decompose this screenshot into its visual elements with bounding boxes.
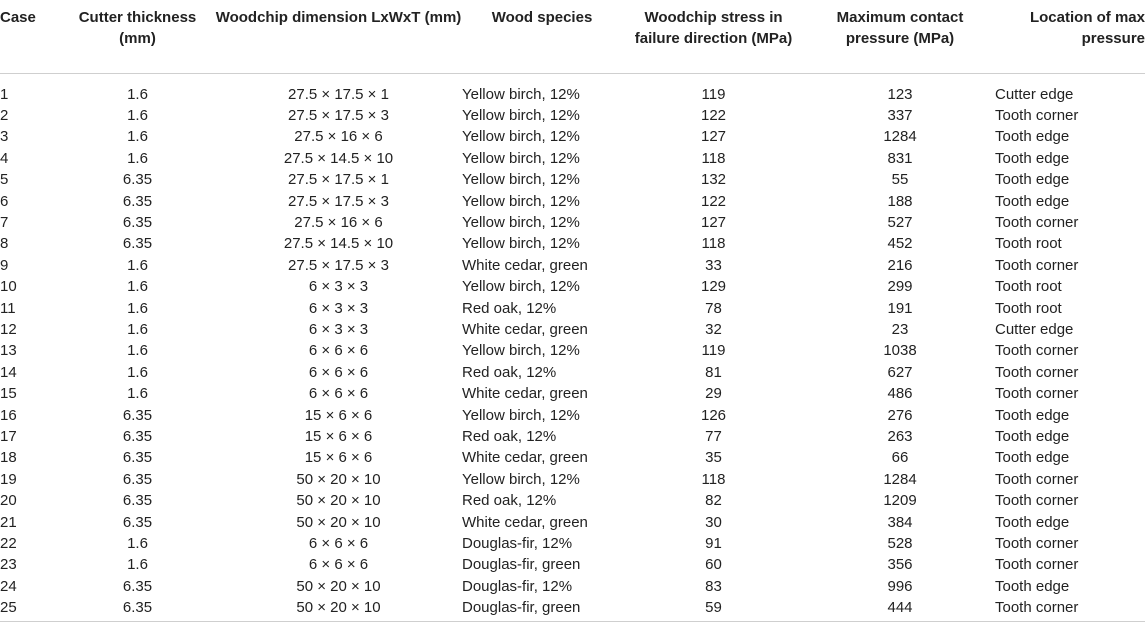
table-row xyxy=(0,575,1145,596)
cell-woodchip-stress: 29 xyxy=(705,385,722,403)
cell-case: 15 xyxy=(0,385,17,403)
cell-woodchip-dimension: 50 × 20 × 10 xyxy=(296,470,381,488)
cell-case: 6 xyxy=(0,192,9,210)
cell-case: 9 xyxy=(0,256,9,274)
cell-wood-species: White cedar, green xyxy=(462,256,588,274)
cell-woodchip-stress: 91 xyxy=(705,534,722,552)
cell-wood-species: Douglas-fir, 12% xyxy=(462,577,573,595)
header-wood-species: Wood species xyxy=(491,9,593,26)
cell-woodchip-stress: 59 xyxy=(622,597,805,622)
cell-cutter-thickness: 1.6 xyxy=(127,149,148,167)
cell-woodchip-stress: 119 xyxy=(701,342,726,360)
cell-cutter-thickness: 6.35 xyxy=(122,513,153,531)
cell-max-contact-pressure: 263 xyxy=(887,427,913,445)
cell-wood-species: Douglas-fir, green xyxy=(462,556,581,574)
cell-woodchip-stress: 129 xyxy=(700,278,727,296)
cell-wood-species: Douglas-fir, 12% xyxy=(462,534,573,552)
table-row xyxy=(0,148,1145,169)
cell-woodchip-stress: 33 xyxy=(705,256,722,274)
cell-woodchip-stress: 81 xyxy=(705,363,722,381)
cell-woodchip-dimension: 50 × 20 × 10 xyxy=(296,577,381,595)
cell-max-contact-pressure: 191 xyxy=(887,299,913,317)
cell-wood-species: Yellow birch, 12% xyxy=(462,128,580,146)
cell-cutter-thickness: 6.35 xyxy=(122,427,153,445)
header-cutter-thickness: Cutter thickness (mm) xyxy=(78,9,197,47)
cell-woodchip-stress: 119 xyxy=(701,85,726,103)
cell-cutter-thickness: 1.6 xyxy=(127,299,148,317)
cell-case: 2 xyxy=(0,107,9,125)
cell-location: Tooth edge xyxy=(995,427,1070,445)
cell-max-contact-pressure: 216 xyxy=(887,256,913,274)
header-case: Case xyxy=(0,9,36,26)
cell-cutter-thickness: 1.6 xyxy=(127,256,148,274)
cell-cutter-thickness: 1.6 xyxy=(127,363,148,381)
cell-case: 17 xyxy=(0,427,17,445)
cell-location: Tooth edge xyxy=(995,577,1070,595)
cell-case: 10 xyxy=(0,278,17,296)
header-location-max-pressure: Location of max pressure xyxy=(1029,9,1145,47)
cell-woodchip-stress: 60 xyxy=(705,556,722,574)
cell-max-contact-pressure: 444 xyxy=(805,597,995,622)
cell-cutter-thickness: 6.35 xyxy=(122,406,153,424)
cell-woodchip-dimension: 6 × 6 × 6 xyxy=(308,342,369,360)
cell-woodchip-stress: 77 xyxy=(705,427,722,445)
cell-location: Tooth edge xyxy=(995,149,1070,167)
cell-woodchip-dimension: 6 × 6 × 6 xyxy=(308,556,369,574)
cell-woodchip-dimension: 15 × 6 × 6 xyxy=(304,427,373,445)
cell-woodchip-stress: 35 xyxy=(705,449,722,467)
cell-location: Tooth edge xyxy=(995,192,1070,210)
cell-woodchip-stress: 127 xyxy=(700,128,727,146)
cell-case: 13 xyxy=(0,342,17,360)
cell-woodchip-stress: 83 xyxy=(705,577,722,595)
table-row xyxy=(0,276,1145,297)
cell-case: 20 xyxy=(0,492,17,510)
cell-cutter-thickness: 1.6 xyxy=(127,556,148,574)
cell-woodchip-stress: 132 xyxy=(700,171,727,189)
cell-max-contact-pressure: 996 xyxy=(887,577,913,595)
cell-case: 7 xyxy=(0,214,9,232)
cell-case: 22 xyxy=(0,534,17,552)
cell-wood-species: White cedar, green xyxy=(462,320,588,338)
table-row xyxy=(0,362,1145,383)
cell-cutter-thickness: 6.35 xyxy=(122,492,153,510)
cell-woodchip-dimension: 27.5 × 14.5 × 10 xyxy=(283,149,394,167)
cell-location: Tooth root xyxy=(995,299,1062,317)
cell-max-contact-pressure: 384 xyxy=(887,513,913,531)
cell-max-contact-pressure: 356 xyxy=(887,556,913,574)
cell-location: Tooth edge xyxy=(995,513,1070,531)
cell-wood-species: Yellow birch, 12% xyxy=(462,342,580,360)
cell-max-contact-pressure: 276 xyxy=(887,406,913,424)
table-row xyxy=(0,319,1145,340)
cell-wood-species: White cedar, green xyxy=(462,449,588,467)
table-row xyxy=(0,73,1145,105)
cell-woodchip-dimension: 6 × 6 × 6 xyxy=(308,534,369,552)
cell-woodchip-dimension: 27.5 × 16 × 6 xyxy=(294,128,383,146)
cell-max-contact-pressure: 1284 xyxy=(883,470,917,488)
table-row xyxy=(0,533,1145,554)
cell-case: 21 xyxy=(0,513,17,531)
cell-woodchip-dimension: 15 × 6 × 6 xyxy=(304,449,373,467)
table-row xyxy=(0,490,1145,511)
cell-wood-species: Red oak, 12% xyxy=(462,492,557,510)
cell-woodchip-dimension: 6 × 3 × 3 xyxy=(308,278,369,296)
cell-case: 11 xyxy=(0,299,16,317)
cell-location: Cutter edge xyxy=(995,320,1074,338)
table-row xyxy=(0,511,1145,532)
cell-woodchip-stress: 30 xyxy=(705,513,722,531)
cell-max-contact-pressure: 1209 xyxy=(883,492,917,510)
table-row xyxy=(0,126,1145,147)
cell-location: Tooth corner xyxy=(995,342,1079,360)
cell-woodchip-stress: 122 xyxy=(700,192,727,210)
cell-cutter-thickness: 6.35 xyxy=(122,470,153,488)
cell-location: Cutter edge xyxy=(995,85,1074,103)
cell-cutter-thickness: 1.6 xyxy=(127,128,148,146)
cell-cutter-thickness: 1.6 xyxy=(127,342,148,360)
cell-location: Tooth root xyxy=(995,278,1062,296)
cell-location: Tooth edge xyxy=(995,171,1070,189)
cell-location: Tooth corner xyxy=(995,597,1145,622)
cell-woodchip-dimension: 27.5 × 17.5 × 3 xyxy=(288,107,389,125)
cell-woodchip-dimension: 27.5 × 14.5 × 10 xyxy=(283,235,394,253)
cell-max-contact-pressure: 1038 xyxy=(883,342,917,360)
cell-woodchip-dimension: 27.5 × 17.5 × 1 xyxy=(288,171,389,189)
cell-woodchip-dimension: 27.5 × 16 × 6 xyxy=(294,214,383,232)
cell-location: Tooth corner xyxy=(995,470,1079,488)
cell-woodchip-dimension: 6 × 3 × 3 xyxy=(308,299,369,317)
cell-max-contact-pressure: 337 xyxy=(887,107,913,125)
cell-woodchip-dimension: 6 × 3 × 3 xyxy=(308,320,369,338)
cell-cutter-thickness: 6.35 xyxy=(122,192,153,210)
cell-woodchip-dimension: 6 × 6 × 6 xyxy=(308,363,369,381)
cell-location: Tooth corner xyxy=(995,385,1079,403)
cell-wood-species: Douglas-fir, green xyxy=(462,597,622,622)
cell-woodchip-dimension: 15 × 6 × 6 xyxy=(304,406,373,424)
cell-woodchip-stress: 118 xyxy=(701,470,726,488)
table-row xyxy=(0,469,1145,490)
table-row xyxy=(0,426,1145,447)
header-max-contact-pressure: Maximum contact pressure (MPa) xyxy=(836,9,964,47)
cell-wood-species: Yellow birch, 12% xyxy=(462,192,580,210)
table-row xyxy=(0,169,1145,190)
cell-cutter-thickness: 6.35 xyxy=(122,214,153,232)
cell-woodchip-stress: 78 xyxy=(705,299,722,317)
cell-cutter-thickness: 1.6 xyxy=(127,278,148,296)
cell-case: 23 xyxy=(0,556,17,574)
cell-case: 24 xyxy=(0,577,17,595)
table-row xyxy=(0,105,1145,126)
cell-location: Tooth corner xyxy=(995,214,1079,232)
cell-case: 8 xyxy=(0,235,9,253)
cell-cutter-thickness: 1.6 xyxy=(127,320,148,338)
table-row xyxy=(0,404,1145,425)
cell-max-contact-pressure: 627 xyxy=(887,363,913,381)
cell-cutter-thickness: 6.35 xyxy=(122,449,153,467)
cell-max-contact-pressure: 23 xyxy=(891,320,909,338)
cell-location: Tooth edge xyxy=(995,449,1070,467)
cell-max-contact-pressure: 831 xyxy=(887,149,913,167)
cell-wood-species: Yellow birch, 12% xyxy=(462,85,580,103)
table-row xyxy=(0,190,1145,211)
cell-max-contact-pressure: 66 xyxy=(891,449,909,467)
cell-woodchip-dimension: 6 × 6 × 6 xyxy=(308,385,369,403)
cell-wood-species: White cedar, green xyxy=(462,513,588,531)
cell-location: Tooth edge xyxy=(995,406,1070,424)
cell-location: Tooth edge xyxy=(995,128,1070,146)
cell-woodchip-stress: 118 xyxy=(701,149,726,167)
table-row xyxy=(0,233,1145,254)
cell-woodchip-dimension: 27.5 × 17.5 × 1 xyxy=(288,85,389,103)
table-row xyxy=(0,212,1145,233)
cell-cutter-thickness: 6.35 xyxy=(122,577,153,595)
cell-cutter-thickness: 1.6 xyxy=(127,385,148,403)
cell-max-contact-pressure: 527 xyxy=(887,214,913,232)
table-row xyxy=(0,340,1145,361)
cell-woodchip-stress: 122 xyxy=(700,107,727,125)
cell-location: Tooth corner xyxy=(995,556,1079,574)
cell-woodchip-dimension: 50 × 20 × 10 xyxy=(215,597,462,622)
cell-woodchip-stress: 82 xyxy=(705,492,722,510)
cell-woodchip-stress: 32 xyxy=(705,320,722,338)
cell-location: Tooth corner xyxy=(995,492,1079,510)
cell-case: 5 xyxy=(0,171,9,189)
cell-max-contact-pressure: 299 xyxy=(887,278,913,296)
cell-woodchip-stress: 118 xyxy=(701,235,726,253)
cell-wood-species: Red oak, 12% xyxy=(462,299,557,317)
cell-case: 25 xyxy=(0,597,60,622)
cell-location: Tooth corner xyxy=(995,107,1079,125)
cell-cutter-thickness: 6.35 xyxy=(60,597,215,622)
cell-case: 14 xyxy=(0,363,17,381)
cell-wood-species: Yellow birch, 12% xyxy=(462,214,580,232)
cell-wood-species: Yellow birch, 12% xyxy=(462,470,580,488)
cell-max-contact-pressure: 528 xyxy=(887,534,913,552)
cell-max-contact-pressure: 123 xyxy=(887,85,913,103)
cell-case: 12 xyxy=(0,320,17,338)
cell-wood-species: Yellow birch, 12% xyxy=(462,171,580,189)
cell-woodchip-stress: 126 xyxy=(700,406,727,424)
cell-cutter-thickness: 1.6 xyxy=(127,107,148,125)
cell-max-contact-pressure: 486 xyxy=(887,385,913,403)
cell-cutter-thickness: 1.6 xyxy=(127,85,148,103)
table-row xyxy=(0,597,1145,622)
cell-max-contact-pressure: 188 xyxy=(887,192,913,210)
cell-cutter-thickness: 6.35 xyxy=(122,235,153,253)
cell-location: Tooth corner xyxy=(995,534,1079,552)
cell-case: 18 xyxy=(0,449,17,467)
cell-woodchip-dimension: 50 × 20 × 10 xyxy=(296,513,381,531)
header-woodchip-stress: Woodchip stress in failure direction (MPa) xyxy=(634,9,793,47)
cell-max-contact-pressure: 55 xyxy=(891,171,909,189)
cell-max-contact-pressure: 1284 xyxy=(883,128,917,146)
cell-wood-species: Yellow birch, 12% xyxy=(462,278,580,296)
cell-case: 19 xyxy=(0,470,17,488)
cell-woodchip-stress: 127 xyxy=(700,214,727,232)
cell-woodchip-dimension: 27.5 × 17.5 × 3 xyxy=(288,256,389,274)
table-row xyxy=(0,255,1145,276)
header-woodchip-dimension: Woodchip dimension LxWxT (mm) xyxy=(215,9,462,26)
cell-location: Tooth corner xyxy=(995,256,1079,274)
table-row xyxy=(0,554,1145,575)
cell-location: Tooth corner xyxy=(995,363,1079,381)
cell-wood-species: Yellow birch, 12% xyxy=(462,406,580,424)
cell-cutter-thickness: 1.6 xyxy=(127,534,148,552)
cell-case: 16 xyxy=(0,406,17,424)
cell-case: 1 xyxy=(0,85,9,103)
cell-wood-species: Red oak, 12% xyxy=(462,363,557,381)
header-row xyxy=(0,0,1145,73)
cell-wood-species: Yellow birch, 12% xyxy=(462,149,580,167)
table-row xyxy=(0,297,1145,318)
cell-location: Tooth root xyxy=(995,235,1062,253)
cell-woodchip-dimension: 27.5 × 17.5 × 3 xyxy=(288,192,389,210)
cell-case: 3 xyxy=(0,128,9,146)
cell-max-contact-pressure: 452 xyxy=(887,235,913,253)
table-row xyxy=(0,383,1145,404)
table-body xyxy=(0,73,1145,622)
cell-wood-species: Yellow birch, 12% xyxy=(462,235,580,253)
cell-woodchip-dimension: 50 × 20 × 10 xyxy=(296,492,381,510)
cell-wood-species: White cedar, green xyxy=(462,385,588,403)
cell-wood-species: Red oak, 12% xyxy=(462,427,557,445)
cell-cutter-thickness: 6.35 xyxy=(122,171,153,189)
table-row xyxy=(0,447,1145,468)
cell-wood-species: Yellow birch, 12% xyxy=(462,107,580,125)
cell-case: 4 xyxy=(0,149,9,167)
